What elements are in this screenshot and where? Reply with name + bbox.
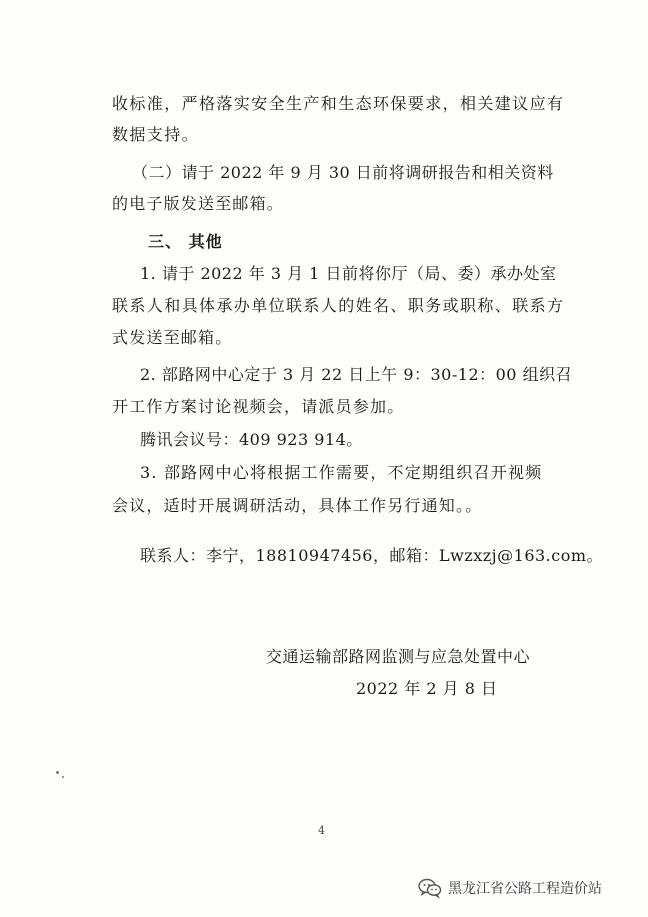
body-line-3: （二）请于 2022 年 9 月 30 日前将调研报告和相关资料	[132, 163, 554, 182]
section-heading-other: 三、 其他	[148, 232, 223, 251]
item-3-line-1: 3. 部路网中心将根据工作需要，不定期组织召开视频	[140, 463, 543, 482]
signature-date: 2022 年 2 月 8 日	[356, 679, 498, 698]
meeting-id-line: 腾讯会议号：409 923 914。	[140, 430, 363, 449]
wechat-icon	[418, 877, 442, 899]
watermark-text: 黑龙江省公路工程造价站	[448, 881, 602, 897]
scan-speck	[62, 776, 64, 778]
watermark	[418, 876, 602, 900]
item-1-line-2: 联系人和具体承办单位联系人的姓名、职务或职称、联系方	[112, 296, 565, 315]
signature-organization: 交通运输部路网监测与应急处置中心	[266, 647, 531, 666]
scan-speck	[56, 771, 59, 774]
item-2-line-1: 2. 部路网中心定于 3 月 22 日上午 9：30-12：00 组织召	[140, 365, 573, 384]
item-2-line-2: 开工作方案讨论视频会，请派员参加。	[112, 397, 405, 416]
item-1-line-1: 1. 请于 2022 年 3 月 1 日前将你厅（局、委）承办处室	[140, 264, 557, 283]
item-3-line-2: 会议，适时开展调研活动，具体工作另行通知。。	[112, 496, 483, 515]
contact-line: 联系人：李宁，18810947456，邮箱：Lwzxzj@163.com。	[140, 546, 604, 565]
body-line-1: 收标准，严格落实安全生产和生态环保要求，相关建议应有	[112, 94, 565, 113]
body-line-4: 的电子版发送至邮箱。	[112, 194, 285, 213]
page-number: 4	[318, 824, 325, 837]
body-line-2: 数据支持。	[112, 125, 200, 144]
item-1-line-3: 式发送至邮箱。	[112, 328, 233, 347]
